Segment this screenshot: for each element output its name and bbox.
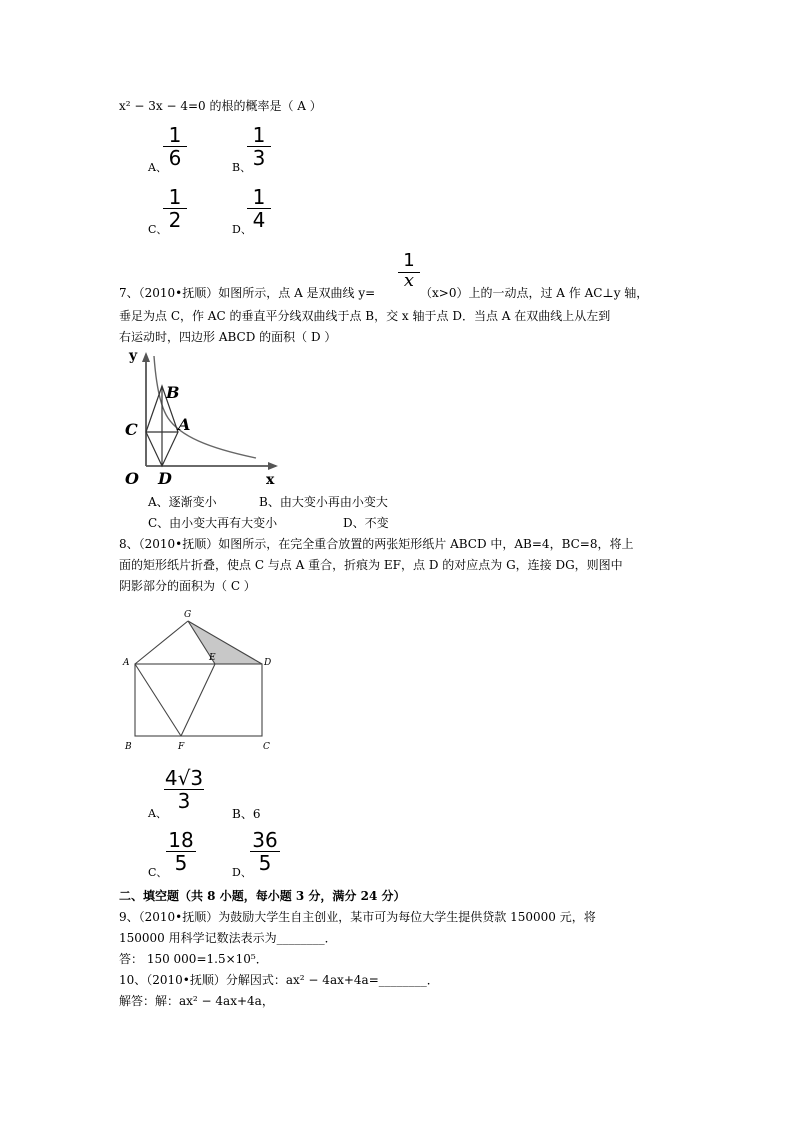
q8-line3: 阴影部分的面积为（ C ） — [119, 579, 256, 593]
q8-option-d-fraction — [250, 829, 280, 874]
q7-label-c: C — [125, 420, 138, 439]
q7-option-d: D、不变 — [343, 516, 389, 530]
q7-line3: 右运动时，四边形 ABCD 的面积（ D ） — [119, 330, 337, 344]
q8-label-a: A — [123, 658, 130, 668]
q6-option-c-fraction — [163, 186, 187, 231]
q7-line1-post: （x>0）上的一动点，过 A 作 AC⊥y 轴， — [420, 286, 649, 300]
q8-label-d: D — [264, 658, 272, 668]
q8-label-g: G — [184, 610, 192, 620]
q6-option-d-fraction — [247, 186, 271, 231]
q6-option-b-den: 3 — [247, 146, 271, 169]
q7-fraction-bar — [398, 272, 420, 273]
q6-option-a-fraction — [163, 124, 187, 169]
section2-title: 二、填空题（共 8 小题，每小题 3 分，满分 24 分） — [119, 889, 406, 903]
q7-label-d: D — [158, 469, 172, 486]
q8-option-a-num: 4√3 — [164, 766, 204, 790]
q8-option-d-num: 36 — [252, 828, 278, 852]
q7-x-arrow — [268, 462, 278, 470]
q6-option-d-letter: D、 — [232, 223, 252, 236]
q6-option-a-den: 6 — [163, 146, 187, 169]
q6-option-d-num: 1 — [252, 185, 266, 209]
q10-answer: 解答：解：ax² − 4ax+4a， — [119, 994, 274, 1008]
q8-option-a-letter: A、 — [148, 807, 167, 820]
q6-option-b-letter: B、 — [232, 161, 252, 174]
q8-segment-ef — [181, 664, 215, 736]
q8-option-c-letter: C、 — [148, 866, 168, 879]
q6-option-c-den: 2 — [163, 208, 187, 231]
q9-answer: 答： 150 000=1.5×10⁵． — [119, 952, 268, 966]
q7-y-arrow — [142, 352, 150, 362]
q10-line1: 10、（2010•抚顺）分解因式：ax² − 4ax+4a=________． — [119, 973, 439, 987]
q8-label-f: F — [178, 742, 185, 752]
q6-stem: x² − 3x − 4=0 的根的概率是（ A ） — [119, 99, 322, 113]
q7-option-b: B、由大变小再由小变大 — [259, 495, 388, 509]
q6-option-c-letter: C、 — [148, 223, 168, 236]
q8-option-a-fraction — [164, 767, 204, 812]
q7-label-x: x — [266, 472, 275, 486]
q8-label-c: C — [263, 742, 270, 752]
q7-label-b: B — [166, 383, 180, 402]
q8-option-c-den: 5 — [166, 851, 196, 874]
q8-label-b: B — [125, 742, 132, 752]
q8-segment-af — [135, 664, 181, 736]
q7-line2: 垂足为点 C，作 AC 的垂直平分线双曲线于点 B，交 x 轴于点 D．当点 A 在双曲线上从左到 — [119, 309, 611, 323]
q6-option-b-num: 1 — [252, 123, 266, 147]
q7-label-y: y — [129, 348, 138, 364]
q9-line2: 150000 用科学记数法表示为________． — [119, 931, 337, 945]
q8-option-b: B、6 — [232, 807, 261, 821]
q7-fraction-num: 1 — [403, 250, 415, 271]
q8-option-d-letter: D、 — [232, 866, 252, 879]
q6-option-d-den: 4 — [247, 208, 271, 231]
q8-segment-ag — [135, 621, 188, 664]
q9-line1: 9、（2010•抚顺）为鼓励大学生自主创业，某市可为每位大学生提供贷款 150000 元，将 — [119, 910, 596, 924]
q8-option-c-num: 18 — [168, 828, 194, 852]
q7-label-o: O — [125, 469, 139, 486]
q7-label-a: A — [178, 415, 191, 434]
q8-rectangle-figure — [118, 603, 278, 753]
q7-option-a: A、逐渐变小 — [148, 495, 217, 509]
q6-option-c-num: 1 — [168, 185, 182, 209]
q6-option-a-num: 1 — [168, 123, 182, 147]
q7-hyperbola-fraction — [398, 251, 420, 291]
q7-hyperbola-figure — [118, 344, 283, 486]
q6-option-b-fraction — [247, 124, 271, 169]
q7-option-c: C、由小变大再有大变小 — [148, 516, 278, 530]
q8-label-e: E — [209, 653, 216, 663]
q8-line1: 8、（2010•抚顺）如图所示，在完全重合放置的两张矩形纸片 ABCD 中，AB=4，BC=8，将上 — [119, 537, 634, 551]
q8-option-a-den: 3 — [164, 789, 204, 812]
q8-line2: 面的矩形纸片折叠，使点 C 与点 A 重合，折痕为 EF，点 D 的对应点为 G，连接 DG，则图中 — [119, 558, 623, 572]
q7-line1-pre: 7、（2010•抚顺）如图所示，点 A 是双曲线 y= — [119, 286, 376, 300]
q6-option-a-letter: A、 — [148, 161, 167, 174]
q8-option-d-den: 5 — [250, 851, 280, 874]
q8-option-c-fraction — [166, 829, 196, 874]
q7-fraction-den: x — [403, 270, 415, 291]
